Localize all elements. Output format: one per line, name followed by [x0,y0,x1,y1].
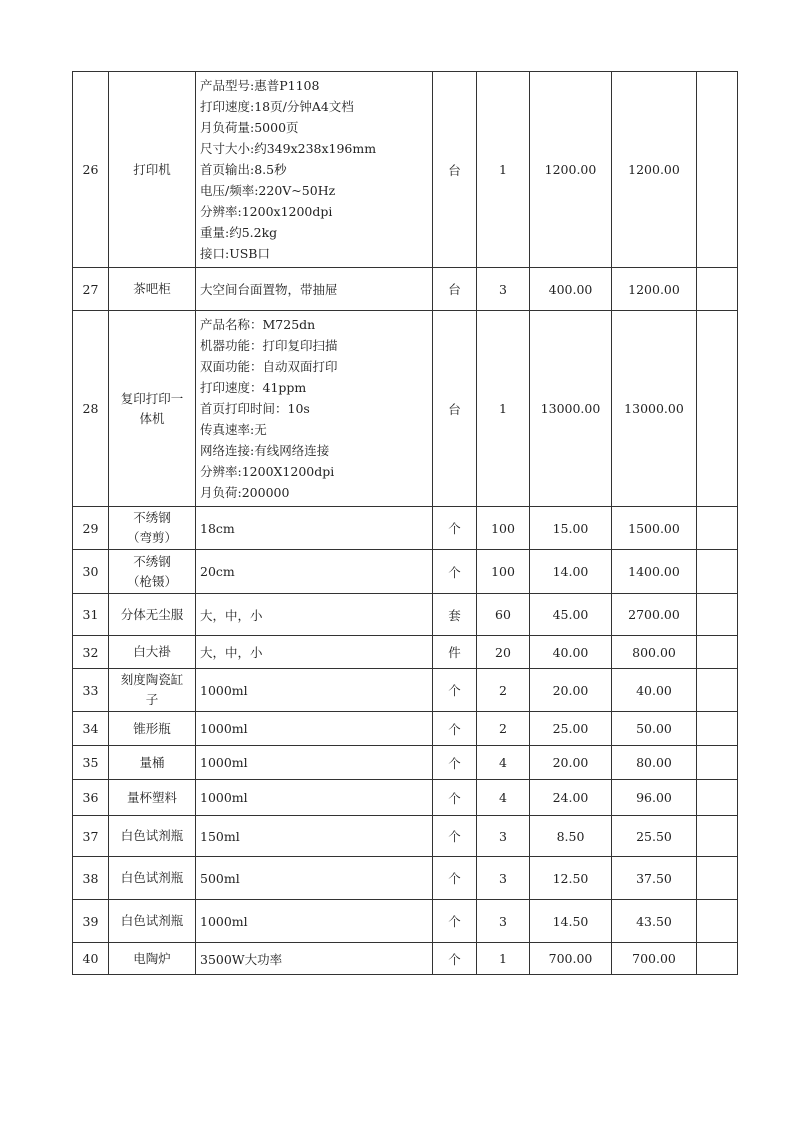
spec-line: 20cm [200,564,235,579]
item-total: 43.50 [612,900,697,943]
item-unit: 个 [433,550,477,594]
item-remark [697,311,738,507]
item-name-line: 锥形瓶 [133,720,171,736]
item-unit: 个 [433,780,477,816]
item-unit: 件 [433,636,477,669]
item-quantity: 1 [477,311,530,507]
item-quantity: 60 [477,594,530,636]
item-name-line: 子 [145,692,159,707]
item-unit-price: 14.50 [530,900,612,943]
table-row [73,816,738,857]
item-name [109,669,196,712]
table-row [73,507,738,550]
spec-line: 3500W大功率 [200,951,283,967]
item-number: 38 [73,857,109,900]
item-number: 30 [73,550,109,594]
item-unit-price: 40.00 [530,636,612,669]
spec-line: 150ml [200,828,240,844]
spec-line: 1000ml [200,721,248,736]
item-quantity: 20 [477,636,530,669]
item-name-line: 分体无尘服 [120,606,184,622]
item-spec [196,594,433,636]
table-row [73,746,738,780]
item-total: 2700.00 [612,594,697,636]
item-total: 1500.00 [612,507,697,550]
spec-line: 1000ml [200,682,248,698]
item-remark [697,550,738,594]
equipment-table [72,71,738,975]
spec-line: 打印速度:18页/分钟A4文档 [200,99,354,114]
item-unit-price: 400.00 [530,268,612,311]
item-name-line: 不绣钢 [133,553,171,569]
item-number: 32 [73,636,109,669]
item-spec [196,857,433,900]
spec-line: 首页打印时间：10s [200,401,310,416]
item-number: 34 [73,712,109,746]
item-spec [196,268,433,311]
item-unit: 台 [433,268,477,311]
item-spec [196,636,433,669]
item-total: 96.00 [612,780,697,816]
item-unit: 个 [433,507,477,550]
item-name [109,594,196,636]
item-name-line: 茶吧柜 [133,281,171,296]
spec-line: 大空间台面置物，带抽屉 [200,282,338,297]
spec-line: 分辨率:1200X1200dpi [200,464,335,479]
item-name-line: 白色试剂瓶 [120,913,184,928]
spec-line: 大，中，小 [200,645,263,660]
item-unit-price: 12.50 [530,857,612,900]
item-unit-price: 8.50 [530,816,612,857]
item-name [109,636,196,669]
item-remark [697,72,738,268]
item-total: 50.00 [612,712,697,746]
spec-line: 机器功能：打印复印扫描 [200,338,338,353]
spec-line: 接口:USB口 [200,246,270,261]
spec-line: 月负荷量:5000页 [200,120,299,135]
item-name-line: 刻度陶瓷缸 [120,672,184,687]
item-spec [196,943,433,975]
table-row [73,943,738,975]
table-row [73,594,738,636]
item-name-line: 量桶 [139,754,165,770]
item-name-line: 白色试剂瓶 [120,870,184,885]
item-number: 33 [73,669,109,712]
item-number: 27 [73,268,109,311]
item-total: 1200.00 [612,72,697,268]
item-unit-price: 15.00 [530,507,612,550]
item-remark [697,857,738,900]
item-number: 37 [73,816,109,857]
item-name [109,268,196,311]
item-name-line: （弯剪） [126,530,177,545]
item-remark [697,816,738,857]
item-number: 29 [73,507,109,550]
item-total: 25.50 [612,816,697,857]
spec-line: 18cm [200,520,235,536]
item-unit: 台 [433,72,477,268]
item-quantity: 3 [477,900,530,943]
item-remark [697,746,738,780]
item-name-line: 白大褂 [133,644,171,659]
item-remark [697,268,738,311]
item-number: 31 [73,594,109,636]
item-total: 1200.00 [612,268,697,311]
item-remark [697,712,738,746]
item-spec [196,746,433,780]
item-spec [196,712,433,746]
item-unit: 个 [433,816,477,857]
item-unit-price: 45.00 [530,594,612,636]
item-remark [697,507,738,550]
spec-line: 电压/频率:220V~50Hz [200,183,336,198]
item-remark [697,669,738,712]
item-name [109,816,196,857]
item-quantity: 4 [477,746,530,780]
spec-line: 大，中，小 [200,607,263,623]
table-row [73,311,738,507]
spec-line: 1000ml [200,790,248,805]
item-number: 39 [73,900,109,943]
table-row [73,780,738,816]
item-number: 26 [73,72,109,268]
spec-line: 传真速率:无 [200,422,267,437]
item-total: 13000.00 [612,311,697,507]
item-spec [196,816,433,857]
item-remark [697,780,738,816]
item-spec [196,550,433,594]
item-unit-price: 20.00 [530,746,612,780]
item-unit: 个 [433,900,477,943]
item-total: 80.00 [612,746,697,780]
spec-line: 500ml [200,870,240,886]
item-remark [697,943,738,975]
table-row [73,900,738,943]
spec-line: 1000ml [200,913,248,929]
spec-line: 重量:约5.2kg [200,225,278,240]
item-name [109,311,196,507]
item-name-line: 白色试剂瓶 [120,828,184,843]
item-quantity: 3 [477,816,530,857]
item-name [109,780,196,816]
spec-line: 月负荷:200000 [200,485,290,500]
item-remark [697,900,738,943]
item-name [109,507,196,550]
spec-line: 产品型号:惠普P1108 [200,78,320,93]
item-unit-price: 14.00 [530,550,612,594]
item-name-line: 复印打印一 [120,390,184,406]
item-total: 700.00 [612,943,697,975]
item-number: 40 [73,943,109,975]
table-body [73,72,738,975]
item-name-line: 不绣钢 [133,510,171,525]
item-name [109,900,196,943]
item-spec [196,72,433,268]
item-spec [196,507,433,550]
item-number: 35 [73,746,109,780]
item-unit: 台 [433,311,477,507]
item-unit: 个 [433,746,477,780]
table-row [73,550,738,594]
item-name-line: （枪镊） [126,573,177,589]
item-name [109,550,196,594]
item-unit-price: 25.00 [530,712,612,746]
item-unit-price: 1200.00 [530,72,612,268]
item-total: 800.00 [612,636,697,669]
item-name [109,943,196,975]
item-unit-price: 13000.00 [530,311,612,507]
item-quantity: 1 [477,943,530,975]
item-name [109,712,196,746]
item-quantity: 100 [477,507,530,550]
item-number: 28 [73,311,109,507]
table-row [73,72,738,268]
item-total: 40.00 [612,669,697,712]
spec-line: 尺寸大小:约349x238x196mm [200,141,377,156]
table-row [73,712,738,746]
item-unit: 个 [433,712,477,746]
item-name-line: 量杯塑料 [126,789,177,805]
table-row [73,268,738,311]
item-unit: 套 [433,594,477,636]
spec-line: 网络连接:有线网络连接 [200,443,330,458]
item-quantity: 3 [477,857,530,900]
item-quantity: 100 [477,550,530,594]
item-quantity: 1 [477,72,530,268]
spec-line: 首页输出:8.5秒 [200,162,287,177]
spec-line: 打印速度：41ppm [200,380,307,395]
item-spec [196,780,433,816]
item-unit: 个 [433,943,477,975]
item-name [109,746,196,780]
item-unit: 个 [433,669,477,712]
item-name-line: 电陶炉 [133,950,171,966]
item-remark [697,594,738,636]
item-unit: 个 [433,857,477,900]
item-remark [697,636,738,669]
item-quantity: 4 [477,780,530,816]
item-unit-price: 20.00 [530,669,612,712]
item-spec [196,311,433,507]
spec-line: 分辨率:1200x1200dpi [200,204,333,219]
item-spec [196,669,433,712]
table-row [73,857,738,900]
item-name [109,857,196,900]
spec-line: 产品名称：M725dn [200,317,316,332]
item-name-line: 打印机 [133,161,171,177]
item-quantity: 2 [477,669,530,712]
item-unit-price: 700.00 [530,943,612,975]
item-name [109,72,196,268]
table-row [73,669,738,712]
item-unit-price: 24.00 [530,780,612,816]
item-spec [196,900,433,943]
item-quantity: 3 [477,268,530,311]
item-total: 37.50 [612,857,697,900]
item-quantity: 2 [477,712,530,746]
item-total: 1400.00 [612,550,697,594]
table-row [73,636,738,669]
spec-line: 1000ml [200,755,248,770]
spec-line: 双面功能：自动双面打印 [200,359,338,374]
item-number: 36 [73,780,109,816]
item-name-line: 体机 [139,410,165,426]
